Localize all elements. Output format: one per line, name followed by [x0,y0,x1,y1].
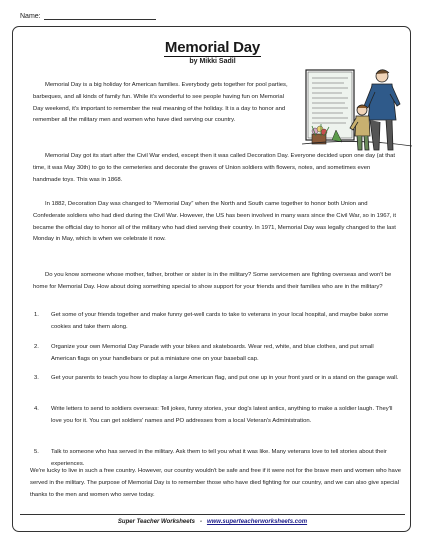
list-item-number: 3. [34,375,39,381]
list-item-number: 4. [34,406,39,412]
name-blank-line[interactable] [44,12,156,20]
list-item-text: Get some of your friends together and make funny get-well cards to take to veterans in your local hospital, and maybe bake some cookies and take them along. [51,312,389,330]
name-field [20,12,156,20]
worksheet-title: Memorial Day [164,39,261,56]
footer-separator: - [199,519,202,525]
footer [0,519,425,525]
list-item-number: 5. [34,449,39,455]
closing-paragraph: We're lucky to live in such a free country. However, our country wouldn't be safe and free if it were not for the brave men and women who have served in the military. The purpose of Memorial Day is to remember those who have died fighting for our country, and we can also give special thanks to the men and women who serve today. [30,468,402,498]
list-item-text: Get your parents to teach you how to display a large American flag, and put one up in your front yard or in a stand on the garage wall. [51,375,399,381]
list-item-number: 1. [34,312,39,318]
paragraph: Do you know someone whose mother, father, brother or sister is in the military? Some servicemen are fighting overseas and won't be home for Memorial Day. How about doing something special to show support for your friends and their families who are in the military? [33,272,392,290]
footer-brand: Super Teacher Worksheets [117,519,195,525]
footer-divider [20,514,405,515]
memorial-wall-visitors-illustration [302,64,412,159]
byline: by Mikki Sadil [189,58,236,65]
paragraph: Memorial Day got its start after the Civil War ended, except then it was called Decoration Day. Everyone decided upon one day (at that time, it was May 30th) to go to the cemeteries and decorate the graves of Union soldiers with flowers, notes, and sometimes even handmade toys. This was in 1868. [33,153,396,183]
list-item-number: 2. [34,344,39,350]
name-label: Name: [20,13,41,20]
paragraph: Memorial Day is a big holiday for American families. Everybody gets together for pool parties, barbeques, and all kinds of family fun. While it's wonderful to see people having fun on Memorial Day weekend, it's important to remember the real meaning of the holiday. It is a day to honor and remember all the military men and women who have died serving our country. [33,82,288,124]
paragraph: In 1882, Decoration Day was changed to “Memorial Day” when the North and South came together to honor both Union and Confederate soldiers who had died during the Civil War. However, the US has been involved in many wars since the Civil War, so in 1967, it became the official day to honor all of the military who had died serving their country. In 1971, Memorial Day was legally changed to the last Monday in May, which is when we celebrate it now. [33,201,396,243]
footer-link[interactable]: www.superteacherworksheets.com [206,519,308,525]
list-item-text: Write letters to send to soldiers overseas: Tell jokes, funny stories, your dog's latest antics, anything to make a soldier laugh. They'll love you for it. You can get soldiers' names and PO addresses from a local Veteran's Administration. [51,406,393,424]
list-item-text: Organize your own Memorial Day Parade with your bikes and skateboards. Wear red, white, and blue clothes, and put small American flags on your handlebars or put a miniature one on your baseball cap. [51,344,374,362]
list-item-text: Talk to someone who has served in the military. Ask them to tell you what it was like. Many veterans love to tell stories about their experiences. [51,449,387,467]
